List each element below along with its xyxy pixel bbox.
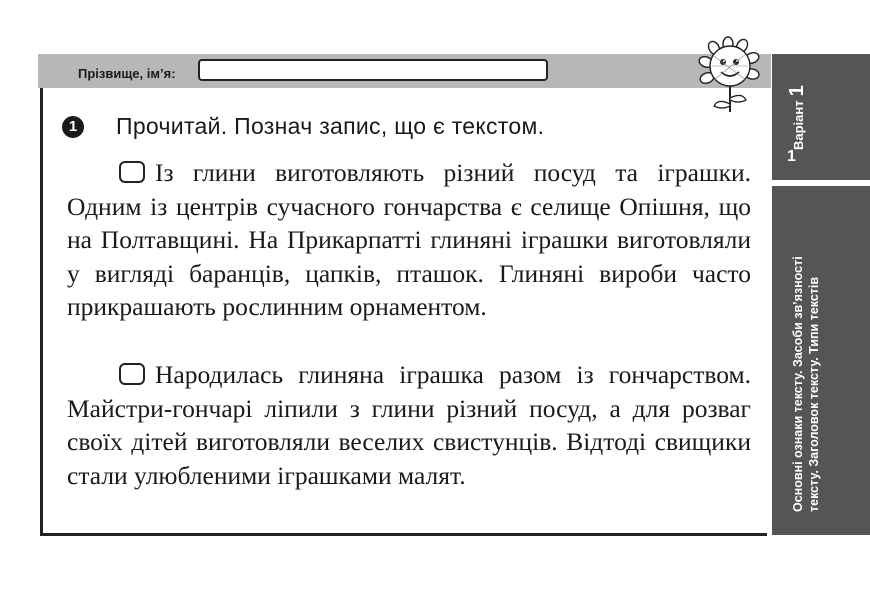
option-2-checkbox[interactable] [119,363,145,385]
topic-line-2: тексту. Заголовок тексту. Типи текстів [807,276,821,512]
topic-text [790,256,822,512]
option-2 [67,358,751,492]
variant-sub-number: 1 [787,148,796,165]
task-number-badge: 1 [62,116,84,138]
task-title: Прочитай. Познач запис, що є текстом. [116,113,545,139]
variant-label [786,85,809,150]
option-1-text: Із глини виготовляють різний посуд та іграшки. Одним із центрів сучасного гончарства є селище Опішня, що на Полтавщині. На Прикарпатті глиняні іграшки виготовляли у вигляді баранців, цапків, пташок. Глиняні вироби часто прикрашають рослинним орнаментом. [67,158,751,322]
variant-label-text: Варіант [791,100,806,150]
variant-number: 1 [786,85,808,97]
option-2-text: Народилась глиняна іграшка разом із гончарством. Майстри-гончарі ліпили з глини різний посуд, а для розваг своїх дітей виготовляли веселих свистунців. Відтоді свищики стали улюбленими іграшками малят. [67,360,751,490]
name-input[interactable] [198,59,548,81]
option-1 [67,156,751,324]
option-1-checkbox[interactable] [119,161,145,183]
topic-line-1: Основні ознаки тексту. Засоби зв’язності [791,256,805,512]
name-label: Прізвище, ім’я: [78,66,176,81]
sunflower-mascot-icon [694,36,774,116]
